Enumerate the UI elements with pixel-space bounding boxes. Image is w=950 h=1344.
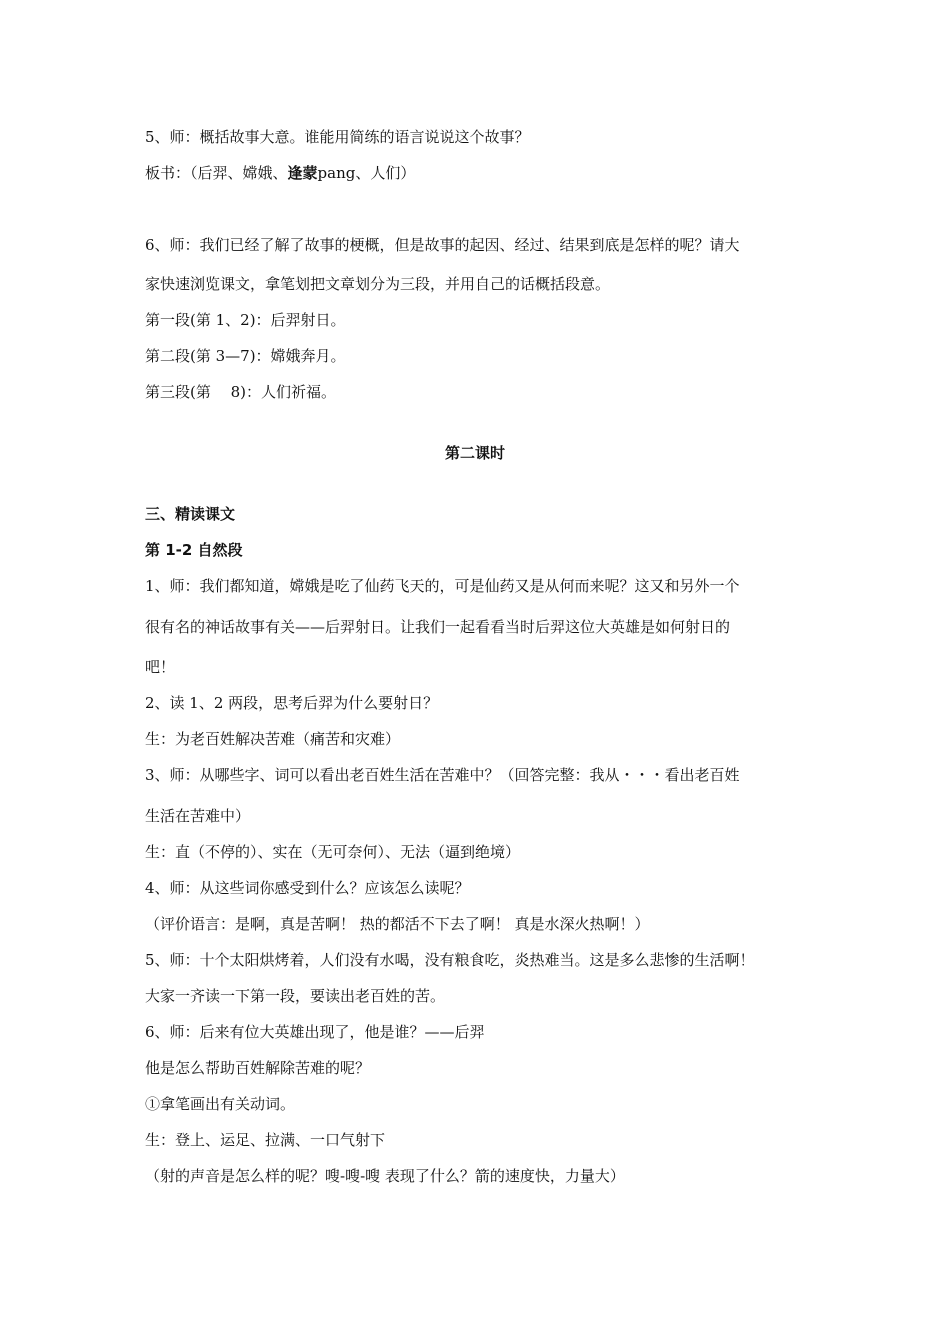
paragraph-line: 第三段(第 8)：人们祈福。 [145,383,337,401]
paragraph-line: 家快速浏览课文，拿笔划把文章划分为三段，并用自己的话概括段意。 [145,275,611,293]
paragraph-line: 6、师：后来有位大英雄出现了，他是谁？——后羿 [145,1023,485,1041]
section-heading: 三、精读课文 [145,505,236,523]
paragraph-line: 生：直（不停的）、实在（无可奈何）、无法（逼到绝境） [145,843,521,861]
subsection-heading: 第 1-2 自然段 [145,541,243,559]
paragraph-line: 5、师：十个太阳烘烤着，人们没有水喝，没有粮食吃，炎热难当。这是多么悲惨的生活啊！ [145,951,755,969]
paragraph-line: 生：为老百姓解决苦难（痛苦和灾难） [145,730,401,748]
paragraph-line: ①拿笔画出有关动词。 [145,1095,296,1113]
lesson-heading: 第二课时 [444,444,505,462]
paragraph-line: 1、师：我们都知道，嫦娥是吃了仙药飞天的，可是仙药又是从何而来呢？这又和另外一个 [145,577,740,595]
paragraph-line: 生活在苦难中） [145,807,251,825]
paragraph-line: 第二段(第 3—7)：嫦娥奔月。 [145,347,346,365]
paragraph-line: 生：登上、运足、拉满、一口气射下 [145,1131,386,1149]
paragraph-line: （射的声音是怎么样的呢？嗖-嗖-嗖 表现了什么？箭的速度快，力量大） [145,1167,625,1185]
paragraph-line: 6、师：我们已经了解了故事的梗概，但是故事的起因、经过、结果到底是怎样的呢？请大 [145,236,740,254]
paragraph-line: 很有名的神话故事有关——后羿射日。让我们一起看看当时后羿这位大英雄是如何射日的 [145,618,731,636]
paragraph-line: （评价语言：是啊，真是苦啊！ 热的都活不下去了啊！ 真是水深火热啊！） [145,915,650,933]
paragraph-line: 2、读 1、2 两段，思考后羿为什么要射日？ [145,694,439,712]
paragraph-line: 3、师：从哪些字、词可以看出老百姓生活在苦难中？（回答完整：我从・・・看出老百姓 [145,766,740,784]
blackboard-text: 板书：（后羿、嫦娥、 [145,164,288,182]
paragraph-line: 第一段(第 1、2)：后羿射日。 [145,311,346,329]
blackboard-text-end: pang、人们） [317,164,416,182]
paragraph-line: 他是怎么帮助百姓解除苦难的呢？ [145,1059,371,1077]
paragraph-line: 5、师：概括故事大意。谁能用简练的语言说说这个故事？ [145,128,530,146]
blackboard-bold-name: 逢蒙 [287,164,318,182]
paragraph-line: 4、师：从这些词你感受到什么？应该怎么读呢？ [145,879,470,897]
paragraph-line: 吧！ [145,658,176,676]
paragraph-line: 大家一齐读一下第一段，要读出老百姓的苦。 [145,987,446,1005]
blackboard-line [145,163,415,183]
